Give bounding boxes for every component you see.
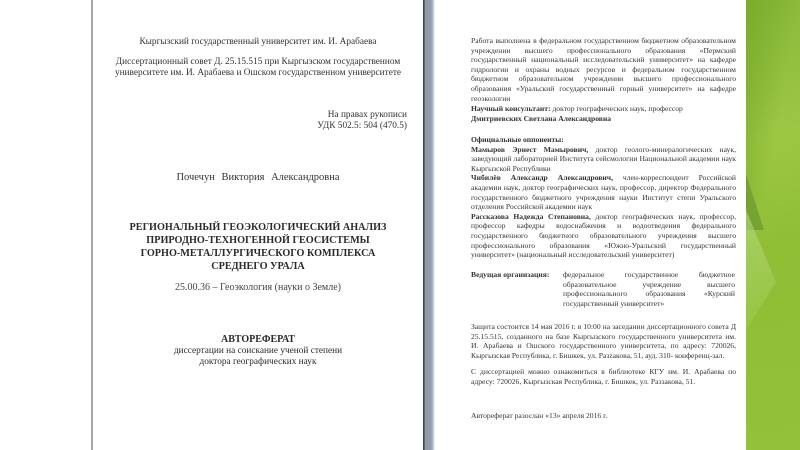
- document-page-left: [93, 0, 423, 450]
- opponent-item: [471, 212, 736, 260]
- sent-date: Автореферат разослан «13» апреля 2016 г.: [471, 411, 608, 420]
- title-line: СРЕДНЕГО УРАЛА: [211, 261, 305, 272]
- abstract-block: [93, 334, 423, 368]
- opponents-label: Официальные оппоненты:: [471, 135, 564, 144]
- title-line: ПРИРОДНО-ТЕХНОГЕННОЙ ГЕОСИСТЕМЫ: [146, 235, 370, 246]
- council-line-1: Диссертационный совет Д. 25.15.515 при Кыргызском государственном: [115, 57, 401, 67]
- manuscript-rights: [317, 110, 407, 132]
- author-name: Почечун Виктория Александровна: [176, 172, 340, 183]
- abstract-line-2: доктора географических наук: [199, 357, 317, 367]
- council-line-2: университете им. И. Арабаева и Ошском государственном университете: [114, 68, 402, 78]
- opponent-name: Чибилёв Александр Александрович,: [471, 173, 613, 183]
- dissertation-title: [93, 221, 423, 273]
- abstract-heading: АВТОРЕФЕРАТ: [221, 334, 295, 345]
- work-done-paragraph: Работа выполнена в федеральном государственном бюджетном образовательном учреждении высшего профессионального образования «Пермский государственный национальный исследовательский университет» на кафедре гидрологии и охраны водных ресурсов и федеральном государственном бюджетном образовательном учреждении высшего профессионального образования «Уральский государственный горный университет» на кафедре геоэкологии: [471, 36, 736, 103]
- library-info: С диссертацией можно ознакомиться в библиотеке КГУ им. И. Арабаева по адресу: 720026, Кыргызская Республика, г. Бишкек, ул. Раззакова, 51.: [471, 367, 736, 386]
- opponent-desc: доктор геолого-минералогических наук, заведующий лабораторией Института сейсмологии Национальной академии наук Кыргызской Республики: [471, 144, 736, 173]
- leading-org-label: Ведущая организация:: [471, 270, 550, 279]
- page-divider: [423, 0, 435, 450]
- opponent-name: Мамыров Эрнест Мамырович,: [471, 144, 589, 154]
- university-name: Кыргызский государственный университет им. И. Арабаева: [139, 37, 377, 47]
- opponent-item: [471, 173, 736, 211]
- opponent-item: [471, 145, 736, 174]
- opponent-desc: член-корреспондент Российской академии наук, доктор географических наук, профессор, директор Федерального государственного бюджетного учреждения науки Институт степи Уральского отделения Российской академии наук: [471, 173, 736, 212]
- consultant-name: Дмитриевских Светлана Александровна: [471, 113, 612, 123]
- leading-org-value: федеральное государственное бюджетное образовательное учреждение высшего профессионального образования «Курский государственный университет»: [563, 270, 735, 308]
- consultant-label: Научный консультант:: [471, 104, 551, 113]
- rights-label: На правах рукописи: [327, 110, 407, 120]
- dissertation-council: [93, 57, 423, 79]
- specialty-code: 25.00.36 – Геоэкология (науки о Земле): [175, 282, 341, 293]
- abstract-line-1: диссертации на соискание ученой степени: [173, 346, 343, 356]
- title-line: РЕГИОНАЛЬНЫЙ ГЕОЭКОЛОГИЧЕСКИЙ АНАЛИЗ: [129, 222, 387, 233]
- consultant-desc: доктор географических наук, профессор: [550, 104, 683, 113]
- opponent-desc: доктор географических наук, профессор, профессор кафедры водоснабжения и водоотведения федерального государственного бюджетного образовательного учреждения высшего профессионального образования «Южно-Уральский государственный университет» (национальный исследовательский университет): [471, 211, 736, 260]
- title-line: ГОРНО-МЕТАЛЛУРГИЧЕСКОГО КОМПЛЕКСА: [140, 248, 376, 259]
- opponent-name: Рассказова Надежда Степановна,: [471, 211, 591, 221]
- udk-code: УДК 502.5: 504 (470.5): [317, 121, 407, 131]
- scientific-consultant: [471, 104, 736, 123]
- decorative-green-panel: [746, 0, 800, 450]
- defense-info: Защита состоится 14 мая 2016 г. в 10:00 на заседании диссертационного совета Д 25.15.515, созданного на базе Кыргызского государственного университета им. И. Арабаева и Ошского государственного университета, по адресу: 720026, Кыргызская Республика, г. Бишкек, ул. Разzакова, 51, ауд. 310- конференц-зал.: [471, 322, 736, 360]
- official-opponents: [471, 135, 736, 260]
